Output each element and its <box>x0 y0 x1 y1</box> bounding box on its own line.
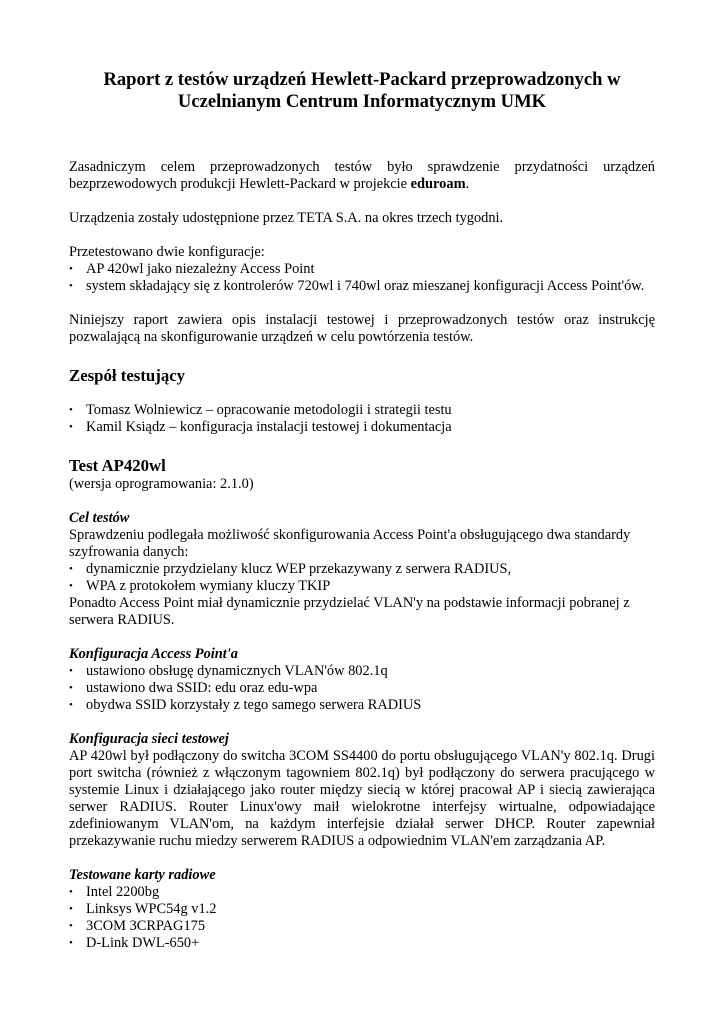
goals-list <box>69 561 655 595</box>
list-item: • dynamicznie przydzielany klucz WEP przekazywany z serwera RADIUS, <box>69 561 655 578</box>
config-list <box>69 261 655 295</box>
ap-config-heading: Konfiguracja Access Point'a <box>69 646 238 662</box>
list-item: • ustawiono dwa SSID: edu oraz edu-wpa <box>69 680 655 697</box>
cards-list <box>69 884 655 952</box>
list-item: • Tomasz Wolniewicz – opracowanie metodologii i strategii testu <box>69 402 655 419</box>
title-line-1: Raport z testów urządzeń Hewlett-Packard przeprowadzonych w <box>103 69 621 90</box>
team-heading: Zespół testujący <box>69 366 186 385</box>
cards-heading: Testowane karty radiowe <box>69 867 216 883</box>
list-item: • AP 420wl jako niezależny Access Point <box>69 261 655 278</box>
goals-after: Ponadto Access Point miał dynamicznie przydzielać VLAN'y na podstawie informacji pobranej z serwera RADIUS. <box>69 595 630 628</box>
intro-p1-text: Zasadniczym celem przeprowadzonych testów było sprawdzenie przydatności urządzeń bezprzewodowych produkcji Hewlett-Packard w projekcie <box>69 159 655 192</box>
goals-text: Sprawdzeniu podlegała możliwość skonfigurowania Access Point'a obsługującego dwa standardy szyfrowania danych: <box>69 527 631 560</box>
list-item: • Kamil Ksiądz – konfiguracja instalacji testowej i dokumentacja <box>69 419 655 436</box>
intro-paragraph-4: Niniejszy raport zawiera opis instalacji testowej i przeprowadzonych testów oraz instrukcję pozwalającą na skonfigurowanie urządzeń w celu powtórzenia testów. <box>69 312 655 345</box>
goals-heading: Cel testów <box>69 510 130 526</box>
intro-paragraph-3: Przetestowano dwie konfiguracje: <box>69 244 265 260</box>
ap-config-list <box>69 663 655 714</box>
intro-paragraph-1 <box>69 159 655 193</box>
list-item: • 3COM 3CRPAG175 <box>69 918 655 935</box>
list-item: • system składający się z kontrolerów 720wl i 740wl oraz mieszanej konfiguracji Access Point'ów. <box>69 278 655 295</box>
document-page <box>69 62 655 952</box>
list-item: • Intel 2200bg <box>69 884 655 901</box>
intro-paragraph-2: Urządzenia zostały udostępnione przez TETA S.A. na okres trzech tygodni. <box>69 210 504 226</box>
team-list <box>69 402 655 436</box>
list-item: • obydwa SSID korzystały z tego samego serwera RADIUS <box>69 697 655 714</box>
list-item: • ustawiono obsługę dynamicznych VLAN'ów 802.1q <box>69 663 655 680</box>
list-item: • D-Link DWL-650+ <box>69 935 655 952</box>
intro-p1-end: . <box>465 176 470 192</box>
document-title <box>69 69 655 113</box>
test-heading: Test AP420wl <box>69 456 166 475</box>
list-item: • WPA z protokołem wymiany kluczy TKIP <box>69 578 655 595</box>
net-config-text: AP 420wl był podłączony do switcha 3COM SS4400 do portu obsługującego VLAN'y 802.1q. Drugi port switcha (również z włączonym tagowniem 802.1q) był podłączony do serwera pracującego w systemie Linux i działającego jako router między siecią w której pracował AP i siecią zawierająca serwer RADIUS. Router Linux'owy maił wielokrotne interfejsy wirtualne, odpowiadające zdefiniowanym VLAN'om, na każdym interfejsie działał serwer DHCP. Router zapewniał przekazywanie ruchu miedzy serwerem RADIUS a odpowiednim VLAN'em zarządzania AP. <box>69 748 655 849</box>
title-line-2: Uczelnianym Centrum Informatycznym UMK <box>177 91 547 112</box>
list-item: • Linksys WPC54g v1.2 <box>69 901 655 918</box>
software-version: (wersja oprogramowania: 2.1.0) <box>69 476 254 492</box>
net-config-heading: Konfiguracja sieci testowej <box>69 731 229 747</box>
intro-p1-bold: eduroam <box>410 176 466 192</box>
